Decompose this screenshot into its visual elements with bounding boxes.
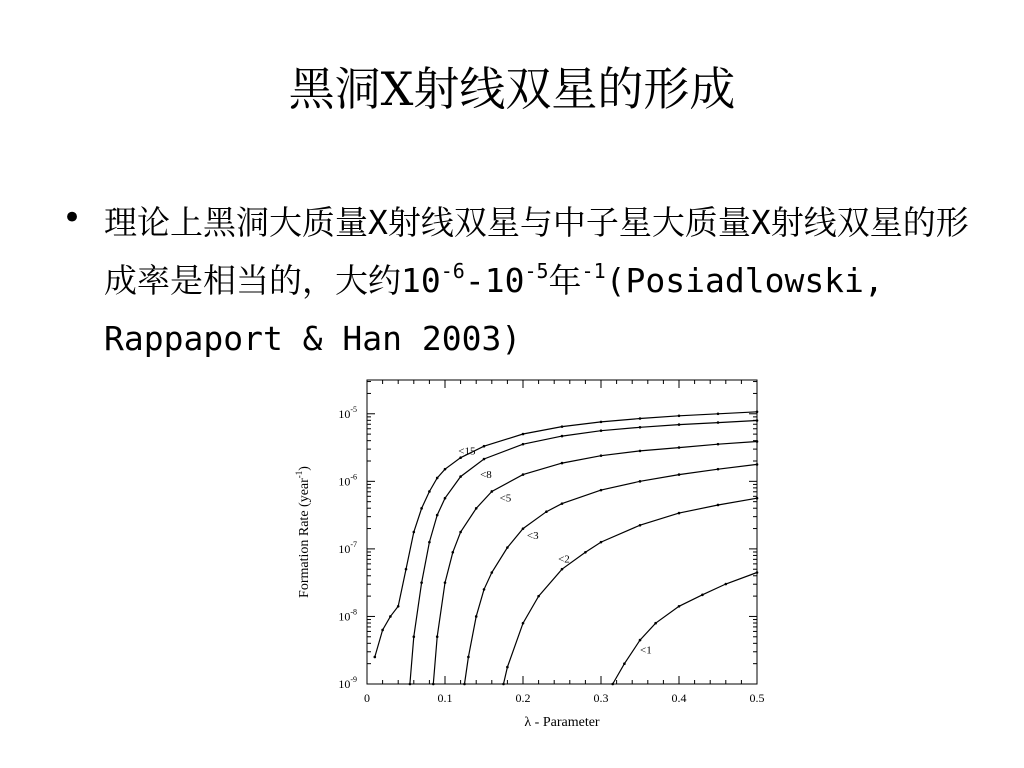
series-point: [654, 622, 657, 625]
series-point: [717, 421, 720, 424]
series-point: [522, 443, 525, 446]
bullet-text: [104, 194, 974, 368]
series-point: [459, 531, 462, 534]
series-point: [678, 423, 681, 426]
bullet-dot-icon: •: [62, 198, 83, 238]
series-point: [506, 666, 509, 669]
series-point: [483, 458, 486, 461]
series-point: [639, 639, 642, 642]
series-point: [389, 615, 392, 618]
series-point: [561, 425, 564, 428]
bullet-text-part3: 年: [548, 261, 582, 300]
series-point: [409, 683, 412, 686]
bullet-sup3: -1: [581, 259, 606, 283]
series-point: [491, 571, 494, 574]
series-point: [397, 605, 400, 608]
series-point: [600, 454, 603, 457]
series-point: [502, 683, 505, 686]
slide-title: 黑洞X射线双星的形成: [288, 62, 736, 116]
series-lines: [374, 410, 759, 685]
series-point: [491, 490, 494, 493]
bullet-text-part1: 理论上黑洞大质量X射线双星与中子星大质量X射线双星的形成率是相当的，大约10: [104, 203, 969, 300]
series-point: [459, 475, 462, 478]
series-point: [405, 568, 408, 571]
series-point: [725, 583, 728, 586]
series-point: [475, 507, 478, 510]
x-tick-label: 0.1: [437, 691, 453, 705]
series-point: [452, 551, 455, 554]
series-point: [756, 571, 759, 574]
series-point: [639, 426, 642, 429]
series-label: <1: [640, 644, 652, 657]
series-point: [537, 595, 540, 598]
tick-labels: [338, 405, 764, 705]
series-point: [545, 510, 548, 513]
y-axis-label-sup: -1: [294, 470, 304, 479]
series-point: [639, 417, 642, 420]
series-label: <2: [558, 553, 570, 566]
y-axis-label: [294, 466, 312, 598]
series-point: [561, 568, 564, 571]
series-point: [701, 594, 704, 597]
x-tick-label: 0.4: [671, 691, 687, 705]
series-point: [444, 468, 447, 471]
bullet-text-part4: (Posiadlowski, Rappaport & Han 2003): [104, 261, 884, 358]
series-point: [428, 541, 431, 544]
series-point: [717, 443, 720, 446]
series-point: [717, 504, 720, 507]
series-point: [483, 588, 486, 591]
series-point: [381, 629, 384, 632]
series-point: [600, 429, 603, 432]
series-point: [420, 581, 423, 584]
series-point: [611, 683, 614, 686]
series-point: [756, 440, 759, 443]
series-point: [756, 410, 759, 413]
series-label: <8: [480, 468, 492, 481]
series-point: [717, 412, 720, 415]
series-point: [600, 541, 603, 544]
series-label: <15: [458, 445, 476, 458]
series-label: <3: [526, 529, 539, 542]
series-point: [756, 463, 759, 466]
x-tick-label: 0.2: [515, 691, 531, 705]
chart-svg: [290, 368, 770, 738]
series-point: [522, 473, 525, 476]
x-tick-label: 0.5: [749, 691, 765, 705]
series-point: [522, 527, 525, 530]
series-point: [436, 514, 439, 517]
series-point: [374, 656, 377, 659]
series-point: [717, 468, 720, 471]
series-point: [483, 445, 486, 448]
series-point: [522, 622, 525, 625]
series-point: [561, 462, 564, 465]
series-point: [623, 662, 626, 665]
y-tick-label: $10^{-9}$: [338, 675, 357, 691]
series-point: [436, 635, 439, 638]
y-tick-label: $10^{-5}$: [338, 404, 357, 421]
series-point: [600, 489, 603, 492]
series-point: [522, 433, 525, 436]
x-tick-label: 0.3: [593, 691, 609, 705]
y-axis-label-close: ): [297, 466, 312, 471]
y-tick-label: $10^{-6}$: [338, 472, 357, 489]
y-tick-label: $10^{-8}$: [338, 607, 357, 624]
bullet-sup2: -5: [524, 259, 549, 283]
series-point: [432, 683, 435, 686]
x-tick-label: 0: [364, 691, 370, 705]
series-line: [410, 421, 757, 685]
series-point: [678, 415, 681, 418]
series-point: [678, 473, 681, 476]
y-tick-label: $10^{-7}$: [338, 539, 357, 556]
series-point: [463, 683, 466, 686]
series-point: [413, 635, 416, 638]
series-line: [613, 573, 757, 685]
series-label: <5: [499, 492, 512, 505]
formation-rate-chart: [290, 368, 770, 738]
series-point: [678, 446, 681, 449]
series-point: [600, 421, 603, 424]
bullet-sup1: -6: [440, 259, 465, 283]
series-point: [561, 435, 564, 438]
series-point: [467, 656, 470, 659]
series-point: [475, 615, 478, 618]
series-point: [678, 605, 681, 608]
series-point: [678, 512, 681, 515]
series-point: [584, 551, 587, 554]
series-point: [639, 524, 642, 527]
series-point: [444, 497, 447, 500]
series-line: [504, 498, 758, 684]
series-point: [639, 450, 642, 453]
y-axis-label-main: Formation Rate (year: [297, 478, 312, 598]
series-point: [756, 497, 759, 500]
series-point: [436, 477, 439, 480]
series-point: [428, 490, 431, 493]
x-axis-label: λ - Parameter: [524, 715, 600, 730]
series-point: [506, 546, 509, 549]
series-point: [756, 419, 759, 422]
series-point: [420, 507, 423, 510]
bullet-text-part2: -10: [464, 261, 525, 300]
series-point: [444, 581, 447, 584]
series-point: [413, 531, 416, 534]
series-point: [561, 502, 564, 505]
series-point: [639, 480, 642, 483]
